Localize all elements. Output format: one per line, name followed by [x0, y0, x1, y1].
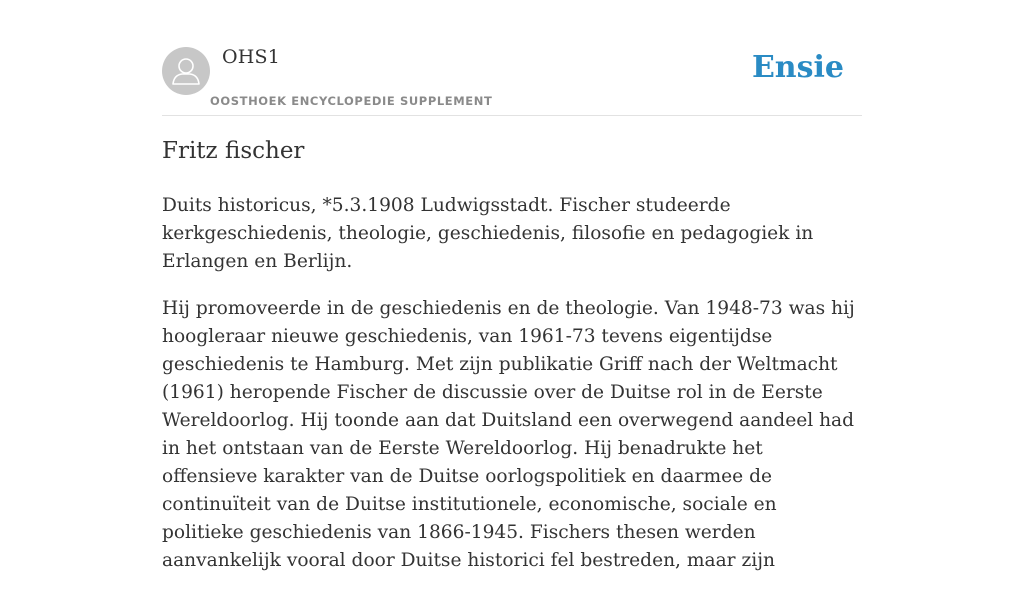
source-label: OOSTHOEK ENCYCLOPEDIE SUPPLEMENT [210, 94, 493, 108]
ensie-logo[interactable]: Ensie [751, 50, 844, 85]
user-avatar-icon[interactable] [162, 47, 210, 95]
author-name[interactable]: OHS1 [222, 46, 281, 68]
article-title: Fritz fischer [162, 138, 305, 164]
article-paragraph-2: Hij promoveerde in de geschiedenis en de theologie. Van 1948-73 was hij hoogleraar nieuwe geschiedenis, van 1961-73 tevens eigentijdse geschiedenis te Hamburg. Met zijn publikatie Griff nach der Weltmacht (1961) heropende Fischer de discussie over de Duitse rol in de Eerste Wereldoorlog. Hij toonde aan dat Duitsland een overwegend aandeel had in het ontstaan van de Eerste Wereldoorlog. Hij benadrukte het offensieve karakter van de Duitse oorlogspolitiek en daarmee de continuïteit van de Duitse institutionele, economische, sociale en politieke geschiedenis van 1866-1945. Fischers thesen werden aanvankelijk vooral door Duitse historici fel bestreden, maar zijn [162, 298, 855, 571]
article-paragraph-1: Duits historicus, *5.3.1908 Ludwigsstadt. Fischer studeerde kerkgeschiedenis, theologie, geschiedenis, filosofie en pedagogiek in Erlangen en Berlijn. [162, 195, 814, 272]
user-placeholder-icon [162, 47, 210, 95]
page-header [162, 46, 862, 116]
article-body [162, 192, 862, 594]
